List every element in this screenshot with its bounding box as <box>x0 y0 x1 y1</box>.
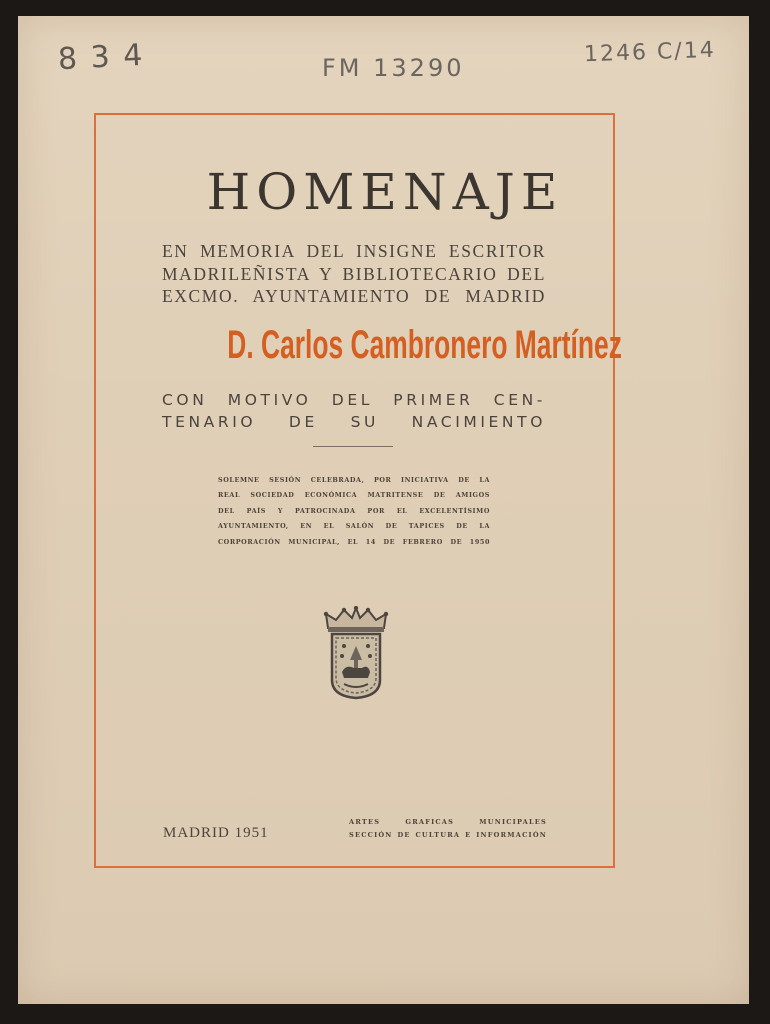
handwritten-catalog-code: FM 13290 <box>322 54 465 82</box>
subtitle-line: MADRILEÑISTA Y BIBLIOTECARIO DEL <box>162 263 546 284</box>
place-and-year: MADRID 1951 <box>163 825 269 841</box>
printer-imprint <box>349 816 547 842</box>
session-line: DEL PAÍS Y PATROCINADA POR EL EXCELENTÍSIMO <box>218 506 490 515</box>
handwritten-number-right: 1246 C/14 <box>583 37 717 68</box>
session-line: AYUNTAMIENTO, EN EL SALÓN DE TAPICES DE LA <box>218 522 490 531</box>
session-line: CORPORACIÓN MUNICIPAL, EL 14 DE FEBRERO DE 1950 <box>218 537 490 546</box>
occasion-block <box>162 389 546 433</box>
occasion-line: CON MOTIVO DEL PRIMER CEN- <box>162 391 546 409</box>
subtitle-line: EN MEMORIA DEL INSIGNE ESCRITOR <box>162 241 546 261</box>
imprint-line: SECCIÓN DE CULTURA E INFORMACIÓN <box>349 831 547 839</box>
session-line: SOLEMNE SESIÓN CELEBRADA, POR INICIATIVA DE LA <box>218 476 490 484</box>
subtitle-line: EXCMO. AYUNTAMIENTO DE MADRID <box>162 286 546 306</box>
divider-rule <box>313 446 393 447</box>
honoree-name: D. Carlos Cambronero Martínez <box>227 323 622 367</box>
imprint-line: ARTES GRAFICAS MUNICIPALES <box>349 818 547 826</box>
session-line: REAL SOCIEDAD ECONÓMICA MATRITENSE DE AMIGOS <box>218 491 490 500</box>
madrid-coat-of-arms-icon <box>322 606 390 702</box>
cover-title: HOMENAJE <box>206 163 564 221</box>
handwritten-number-left: 8 3 4 <box>57 37 146 78</box>
session-description <box>218 473 490 550</box>
subtitle-block <box>162 240 546 308</box>
occasion-line: TENARIO DE SU NACIMIENTO <box>162 413 546 431</box>
